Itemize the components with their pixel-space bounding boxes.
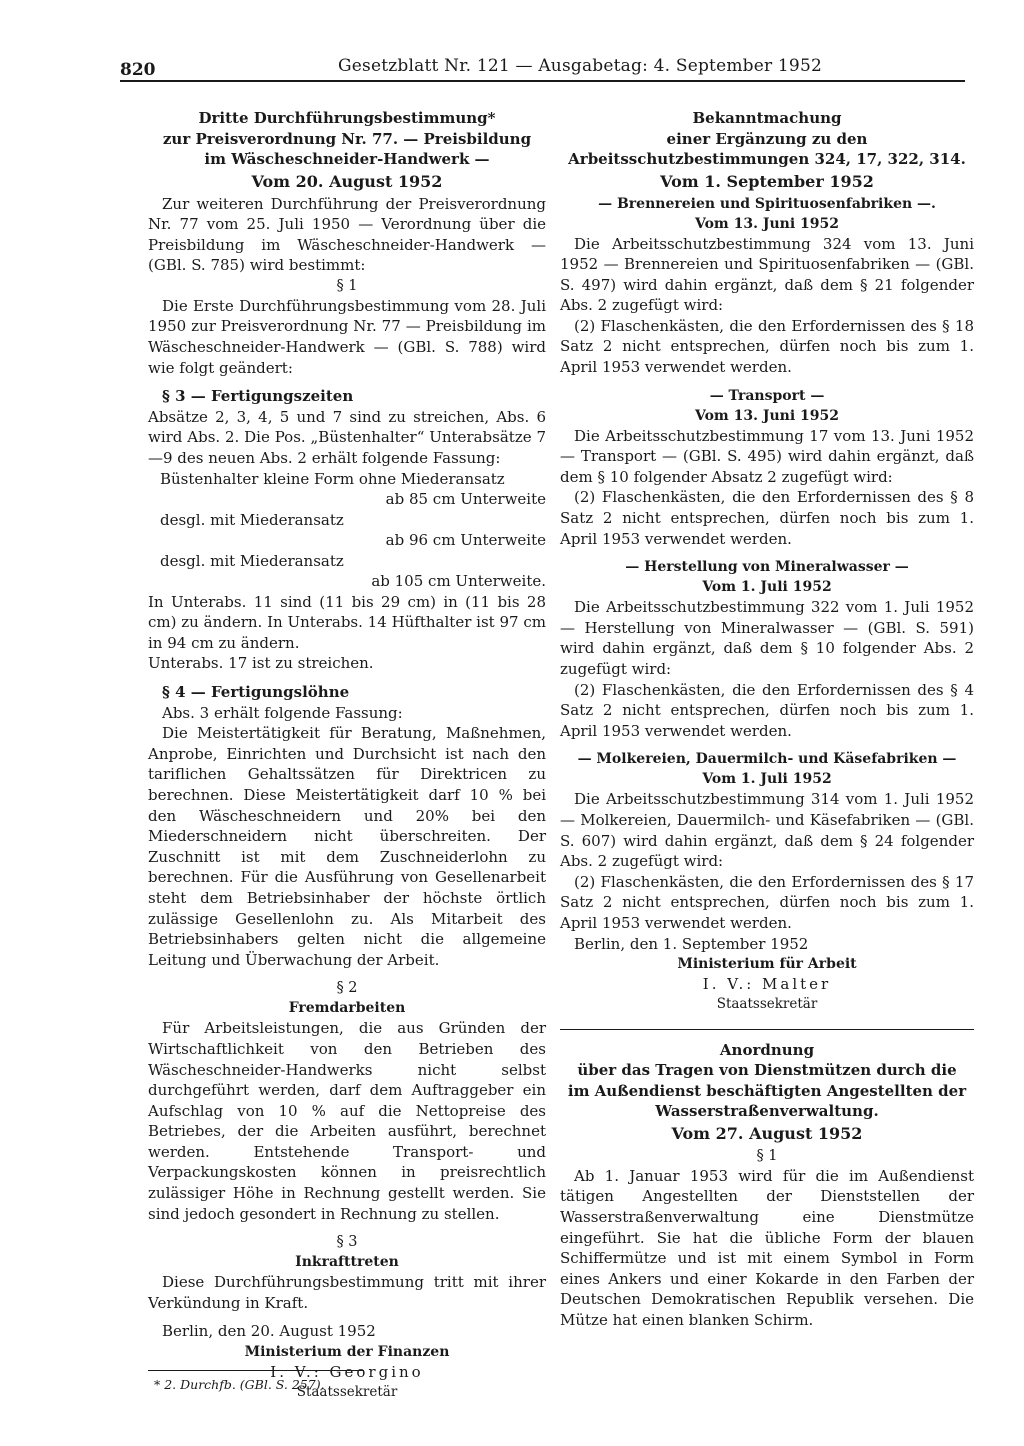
announcement-title-line: Arbeitsschutzbestimmungen 324, 17, 322, 314. [568,150,966,168]
section-3-after-text: In Unterabs. 11 sind (11 bis 29 cm) in (11 bis 28 cm) zu ändern. In Unterabs. 14 Hüfthalter ist 97 cm in 94 cm zu ändern. [148,592,546,652]
amendment-heading: — Herstellung von Mineralwasser — [625,559,909,576]
section-label: § 3 [336,1234,358,1251]
page-header [120,50,965,82]
ministry-name: Ministerium für Arbeit [677,956,857,973]
amendment-section [560,557,974,741]
gazette-header-title: Gesetzblatt Nr. 121 — Ausgabetag: 4. September 1952 [338,56,822,76]
section-4-text: Die Meistertätigkeit für Beratung, Maßnehmen, Anprobe, Einrichten und Durchsicht ist nach den tariflichen Gehaltssätzen für Direktricen zu berechnen. Diese Meistertätigkeit darf 10 % bei den Wäscheschneidern und 20% bei den Miederschneidern nicht überschreiten. Der Zuschnitt ist mit dem Zuschneiderlohn zu berechnen. Für die Ausführung von Gesellenarbeit steht dem Betriebsinhaber der höchste örtlich zulässige Gesellenlohn zu. Als Mitarbeit des Betriebsinhabers gelten nicht die allgemeine Leitung und Überwachung der Arbeit. [148,724,546,969]
amendment-quote: (2) Flaschenkästen, die den Erfordernissen des § 18 Satz 2 nicht entsprechen, dürfen noch bis zum 1. April 1953 verwendet werden. [560,316,974,377]
section-label: § 1 [756,1147,778,1164]
ordinance-title-line: im Außendienst beschäftigten Angestellten der [567,1081,967,1100]
left-column [148,108,546,1401]
quote-row: desgl. mit Miederansatz [160,510,344,529]
ordinance-title-line: über das Tragen von Dienstmützen durch die [577,1061,957,1080]
amendment-text: Die Arbeitsschutzbestimmung 322 vom 1. Juli 1952 — Herstellung von Mineralwasser — (GBl. S. 591) wird dahin ergänzt, daß dem § 10 folgender Abs. 2 zugefügt wird: [560,598,974,678]
section-3-heading: § 3 — Fertigungszeiten [162,387,354,406]
ordinance-section-1-text: Ab 1. Januar 1953 wird für die im Außendienst tätigen Angestellten der Dienststellen der Wasserstraßenverwaltung eine Dienstmütze eingeführt. Sie hat die übliche Form der blauen Schiffermütze und ist mit einem Symbol in Form eines Ankers und einer Kokarde in den Farben der Deutschen Demokratischen Republik versehen. Die Mütze hat einen blanken Schirm. [560,1166,974,1329]
amendment-date: Vom 13. Juni 1952 [695,407,839,424]
ordinance-date: Vom 27. August 1952 [671,1123,863,1143]
quote-row: Büstenhalter kleine Form ohne Miederansatz [160,469,505,488]
signature-block [560,934,974,1013]
section-label: § 1 [336,277,358,294]
announcement-title-line: Bekanntmachung [692,109,842,127]
quote-row: ab 105 cm Unterweite. [371,572,546,591]
inkrafttreten-text: Diese Durchführungsbestimmung tritt mit ihrer Verkündung in Kraft. [148,1273,546,1312]
quote-row: ab 96 cm Unterweite [385,531,546,550]
amendment-date: Vom 13. Juni 1952 [695,215,839,232]
intro-paragraph: Zur weiteren Durchführung der Preisverordnung Nr. 77 vom 25. Juli 1950 — Verordnung über die Preisbildung im Wäscheschneider-Handwerk — (GBl. S. 785) wird bestimmt: [148,194,546,275]
right-column [560,108,974,1330]
announcement-date: Vom 1. September 1952 [660,171,874,191]
section-2-heading: Fremdarbeiten [288,1000,406,1017]
regulation-date: Vom 20. August 1952 [251,171,443,191]
amendment-date: Vom 1. Juli 1952 [702,771,832,788]
quoted-sizes-table [148,469,546,592]
section-2-text: Für Arbeitsleistungen, die aus Gründen der Wirtschaftlichkeit von den Betrieben des Wäscheschneider-Handwerks nicht selbst durchgeführt werden, darf dem Auftraggeber ein Aufschlag von 10 % auf die Nettopreise des Betriebes, der die Arbeiten ausführt, berechnet werden. Entstehende Transport- und Verpackungskosten können in preisrechtlich zulässiger Höhe in Rechnung gestellt werden. Sie sind jedoch gesondert in Rechnung zu stellen. [148,1019,546,1223]
amendment-heading: — Molkereien, Dauermilch- und Käsefabriken — [577,751,957,768]
signer-title: Staatssekretär [296,1383,398,1400]
section-1-text: Die Erste Durchführungsbestimmung vom 28. Juli 1950 zur Preisverordnung Nr. 77 — Preisbildung im Wäscheschneider-Handwerk — (GBl. S. 788) wird wie folgt geändert: [148,296,546,377]
amendment-quote: (2) Flaschenkästen, die den Erfordernissen des § 4 Satz 2 nicht entsprechen, dürfen noch bis zum 1. April 1953 verwendet werden. [560,680,974,740]
footnote: * 2. Durchfb. (GBl. S. 257). [148,1370,364,1392]
section-3-text: Absätze 2, 3, 4, 5 und 7 sind zu streichen, Abs. 6 wird Abs. 2. Die Pos. „Büstenhalter“ Unterabsätze 7—9 des neuen Abs. 2 erhält folgende Fassung: [148,407,546,468]
ministry-name: Ministerium der Finanzen [244,1344,450,1361]
amendment-section [560,194,974,378]
signer-title: Staatssekretär [716,995,818,1012]
regulation-title-line: Dritte Durchführungsbestimmung* [198,109,496,127]
signer-name: I. V.: Malter [702,975,832,994]
quote-row: ab 85 cm Unterweite [385,490,546,509]
inkrafttreten-heading: Inkrafttreten [295,1254,399,1271]
place-date: Berlin, den 1. September 1952 [574,934,809,953]
section-divider [560,1029,974,1030]
regulation-title-line: zur Preisverordnung Nr. 77. — Preisbildung [162,129,532,148]
announcement-title-line: einer Ergänzung zu den [666,129,868,148]
amendment-date: Vom 1. Juli 1952 [702,579,832,596]
section-3-after-text-2: Unterabs. 17 ist zu streichen. [148,654,374,673]
ordinance-title-line: Anordnung [719,1040,815,1059]
amendment-text: Die Arbeitsschutzbestimmung 17 vom 13. Juni 1952 — Transport — (GBl. S. 495) wird dahin ergänzt, daß dem § 10 folgender Absatz 2 zugefügt wird: [560,426,974,486]
section-4-heading: § 4 — Fertigungslöhne [162,683,350,701]
amendment-section [560,386,974,550]
amendment-heading: — Brennereien und Spirituosenfabriken —. [598,195,936,212]
place-date: Berlin, den 20. August 1952 [162,1322,376,1341]
quote-row: desgl. mit Miederansatz [160,551,344,570]
amendment-text: Die Arbeitsschutzbestimmung 324 vom 13. Juni 1952 — Brennereien und Spirituosenfabriken — (GBl. S. 497) wird dahin ergänzt, daß dem § 21 folgender Abs. 2 zugefügt wird: [560,234,974,315]
ordinance-title-line: Wasserstraßenverwaltung. [655,1102,879,1121]
amendment-quote: (2) Flaschenkästen, die den Erfordernissen des § 8 Satz 2 nicht entsprechen, dürfen noch bis zum 1. April 1953 verwendet werden. [560,488,974,548]
amendment-heading: — Transport — [709,387,825,404]
regulation-title-line: im Wäscheschneider-Handwerk — [204,150,490,168]
signer-name: I. V.: Georgino [270,1363,424,1382]
section-4-intro: Abs. 3 erhält folgende Fassung: [162,703,403,722]
section-label: § 2 [336,980,358,997]
amendment-section [560,749,974,933]
amendment-text: Die Arbeitsschutzbestimmung 314 vom 1. Juli 1952 — Molkereien, Dauermilch- und Käsefabriken — (GBl. S. 607) wird dahin ergänzt, daß dem § 24 folgender Abs. 2 zugefügt wird: [560,790,974,871]
amendment-quote: (2) Flaschenkästen, die den Erfordernissen des § 17 Satz 2 nicht entsprechen, dürfen noch bis zum 1. April 1953 verwendet werden. [560,872,974,932]
page-number: 820 [120,60,156,80]
